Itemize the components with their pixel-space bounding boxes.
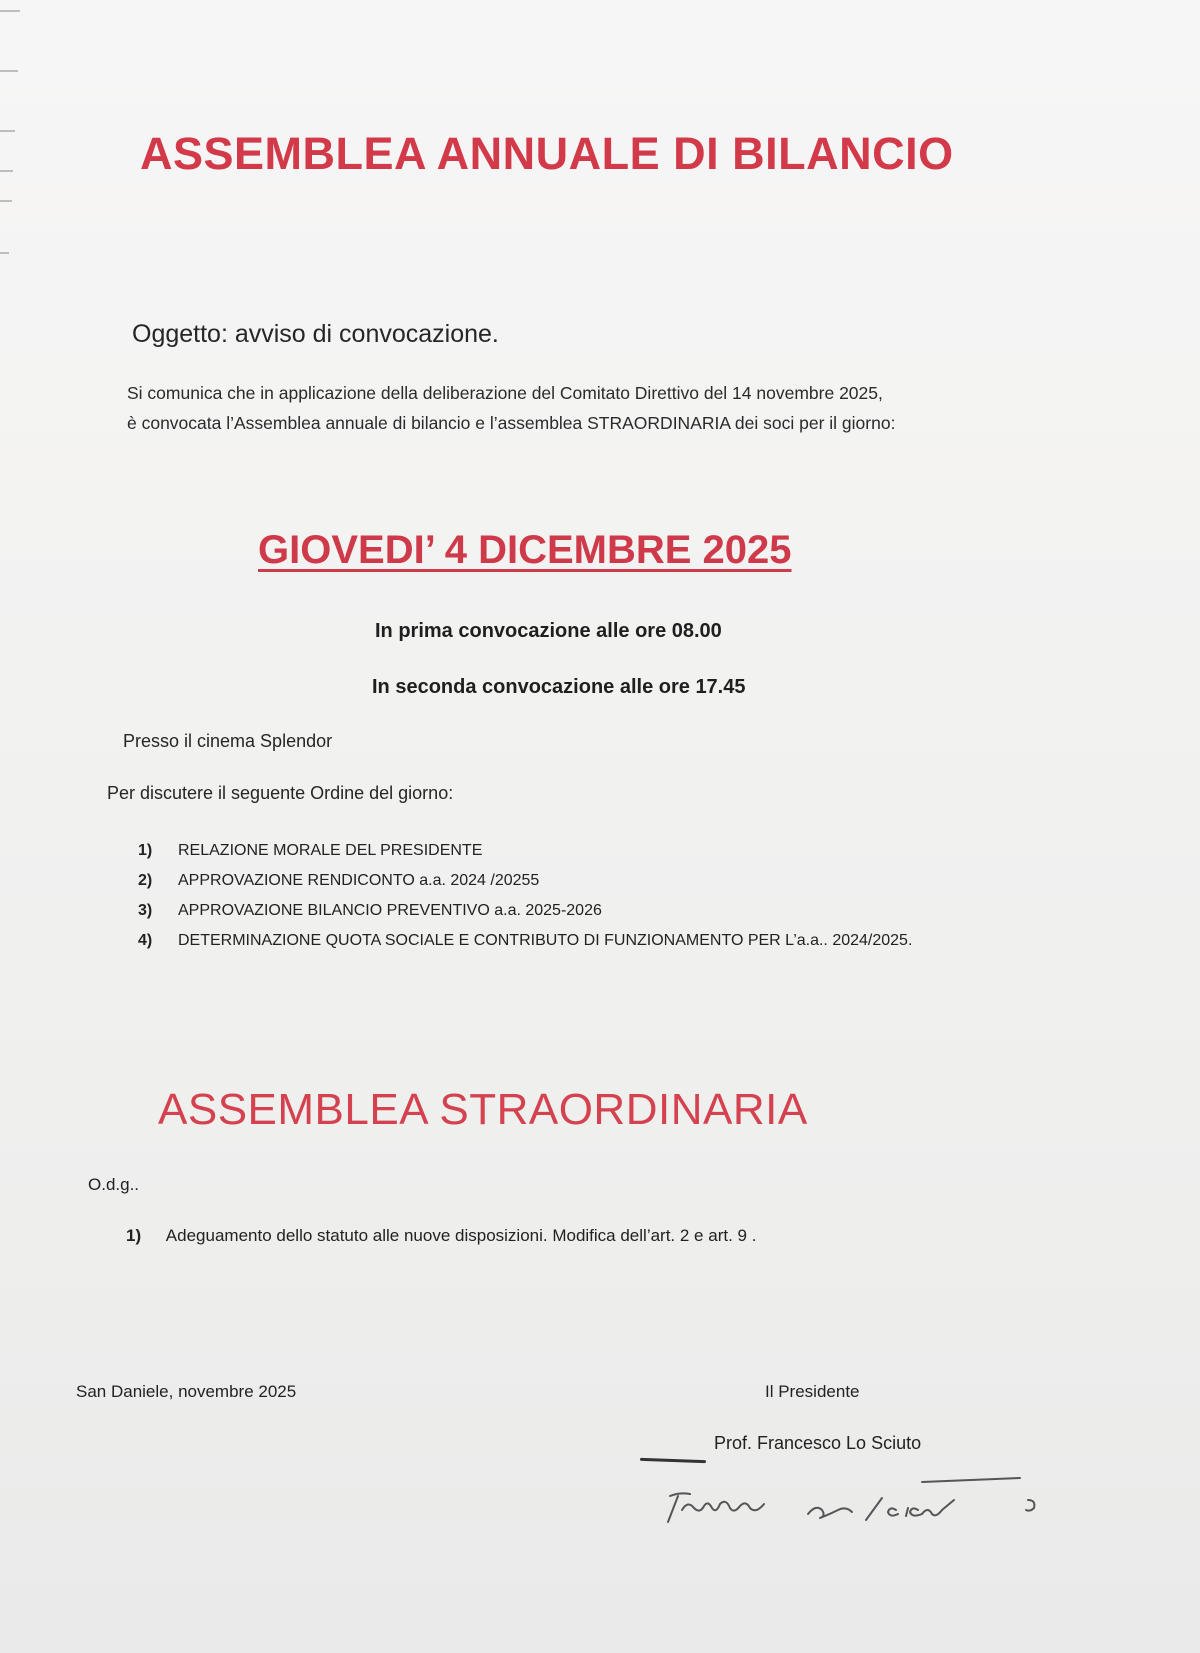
agenda-item: [138, 926, 912, 956]
place-and-date: San Daniele, novembre 2025: [76, 1382, 297, 1401]
extraordinary-odg-label: O.d.g..: [88, 1175, 140, 1194]
document-title: ASSEMBLEA ANNUALE DI BILANCIO: [140, 128, 954, 179]
agenda-item-text: APPROVAZIONE RENDICONTO a.a. 2024 /20255: [178, 872, 540, 889]
paper-edge-mark: [0, 130, 15, 132]
agenda-item-number: 4): [138, 932, 153, 949]
agenda-item-number: 3): [138, 902, 153, 919]
agenda-item-text: Adeguamento dello statuto alle nuove disposizioni. Modifica dell’art. 2 e art. 9 .: [165, 1226, 757, 1245]
intro-paragraph: [127, 378, 895, 438]
agenda-item-number: 2): [138, 872, 153, 889]
intro-line: Si comunica che in applicazione della deliberazione del Comitato Direttivo del 14 novembre 2025,: [127, 383, 883, 403]
agenda-item-number: 1): [126, 1226, 142, 1245]
agenda-item: [138, 866, 912, 896]
extraordinary-assembly-title: ASSEMBLEA STRAORDINARIA: [158, 1085, 808, 1134]
paper-edge-mark: [0, 252, 9, 254]
intro-line: è convocata l’Assemblea annuale di bilancio e l’assemblea STRAORDINARIA dei soci per il giorno:: [127, 413, 896, 433]
first-call-time: In prima convocazione alle ore 08.00: [375, 620, 722, 642]
signatory-name: Prof. Francesco Lo Sciuto: [714, 1433, 922, 1453]
venue: Presso il cinema Splendor: [123, 731, 333, 751]
paper-edge-mark: [0, 10, 20, 12]
agenda-list: [138, 836, 912, 956]
agenda-item-text: RELAZIONE MORALE DEL PRESIDENTE: [178, 842, 483, 859]
paper-edge-mark: [0, 70, 18, 72]
agenda-item-text: DETERMINAZIONE QUOTA SOCIALE E CONTRIBUTO DI FUNZIONAMENTO PER L’a.a.. 2024/2025.: [178, 932, 913, 949]
paper-edge-mark: [0, 200, 12, 202]
handwritten-signature-icon: [660, 1470, 1100, 1540]
agenda-item-text: APPROVAZIONE BILANCIO PREVENTIVO a.a. 2025-2026: [178, 902, 602, 919]
subject-line: Oggetto: avviso di convocazione.: [132, 320, 499, 348]
agenda-item: [138, 836, 912, 866]
agenda-intro: Per discutere il seguente Ordine del giorno:: [107, 783, 454, 803]
agenda-item: [126, 1226, 756, 1246]
second-call-time: In seconda convocazione alle ore 17.45: [372, 676, 746, 698]
agenda-item: [138, 896, 912, 926]
paper-edge-mark: [0, 170, 13, 172]
agenda-item-number: 1): [138, 842, 153, 859]
meeting-date: GIOVEDI’ 4 DICEMBRE 2025: [258, 528, 792, 572]
extraordinary-agenda-list: [126, 1226, 756, 1246]
pen-stroke: [640, 1458, 706, 1463]
signatory-role: Il Presidente: [765, 1382, 860, 1401]
